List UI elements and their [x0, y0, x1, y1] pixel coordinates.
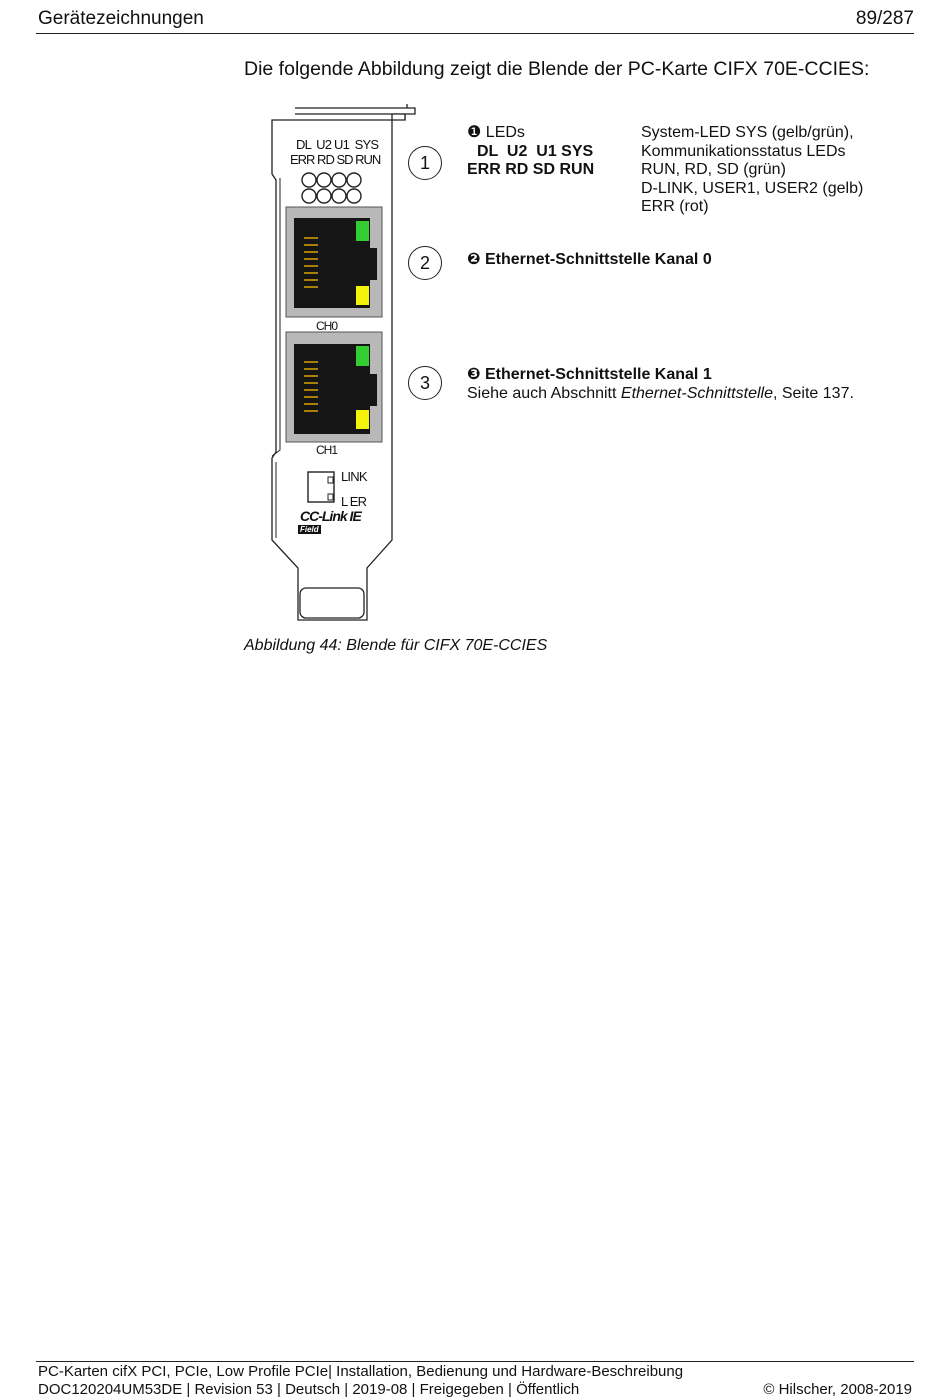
- callout-1-details: [641, 124, 863, 217]
- callout-1-detail-line: D-LINK, USER1, USER2 (gelb): [641, 179, 864, 197]
- footer-line-1: PC-Karten cifX PCI, PCIe, Low Profile PCIe| Installation, Bedienung und Hardware-Beschreibung: [38, 1363, 684, 1380]
- callout-3: 3: [408, 366, 442, 400]
- bullet-1: ❶: [467, 124, 482, 141]
- callout-3-title-text: Ethernet-Schnittstelle Kanal 1: [485, 366, 712, 383]
- callout-1-detail-line: RUN, RD, SD (grün): [641, 161, 786, 178]
- callout-1-led-row-bottom: ERR RD SD RUN: [467, 161, 595, 178]
- footer-copyright: © Hilscher, 2008-2019: [763, 1381, 912, 1398]
- cc-link-ie-logo: CC-Link IE: [300, 508, 361, 524]
- header-section-title: Gerätezeichnungen: [38, 8, 204, 29]
- callout-1-title: [467, 124, 525, 143]
- callout-1-title-text: LEDs: [485, 124, 525, 141]
- callout-1-detail-line: Kommunikationsstatus LEDs: [641, 142, 846, 160]
- bracket-label-ler: L ER: [341, 494, 367, 509]
- footer-divider: [36, 1361, 914, 1362]
- callout-2-title: [467, 251, 712, 270]
- callout-1: 1: [408, 146, 442, 180]
- bracket-label-link: LINK: [341, 469, 367, 484]
- bracket-label-ch0: CH0: [316, 319, 338, 333]
- callout-3-note-prefix: Siehe auch Abschnitt: [467, 385, 621, 402]
- bracket-label-led-top: DL U2 U1 SYS: [296, 137, 379, 152]
- figure-caption: Abbildung 44: Blende für CIFX 70E-CCIES: [244, 637, 548, 654]
- cc-link-ie-field-logo: Field: [300, 525, 319, 534]
- bullet-3: ❸: [467, 366, 481, 383]
- bracket-label-led-bottom: ERR RD SD RUN: [290, 152, 381, 167]
- callout-3-note-link[interactable]: Ethernet-Schnittstelle: [620, 385, 773, 402]
- bullet-2: ❷: [467, 251, 481, 268]
- callout-2: 2: [408, 246, 442, 280]
- callout-1-led-row-top: DL U2 U1 SYS: [477, 143, 594, 160]
- callout-3-note: [467, 385, 854, 404]
- header-page-number: 89/287: [855, 8, 914, 29]
- footer-line-2: DOC120204UM53DE | Revision 53 | Deutsch | 2019-08 | Freigegeben | Öffentlich: [38, 1381, 580, 1398]
- callout-2-title-text: Ethernet-Schnittstelle Kanal 0: [485, 251, 712, 268]
- header-divider: [36, 33, 914, 34]
- intro-text: Die folgende Abbildung zeigt die Blende der PC-Karte CIFX 70E-CCIES:: [244, 58, 870, 80]
- callout-3-note-suffix: , Seite 137.: [772, 385, 854, 402]
- callout-3-title: [467, 366, 712, 385]
- callout-1-detail-line: ERR (rot): [641, 198, 709, 215]
- callout-1-detail-line: System-LED SYS (gelb/grün),: [641, 124, 854, 141]
- bracket-label-ch1: CH1: [316, 443, 338, 457]
